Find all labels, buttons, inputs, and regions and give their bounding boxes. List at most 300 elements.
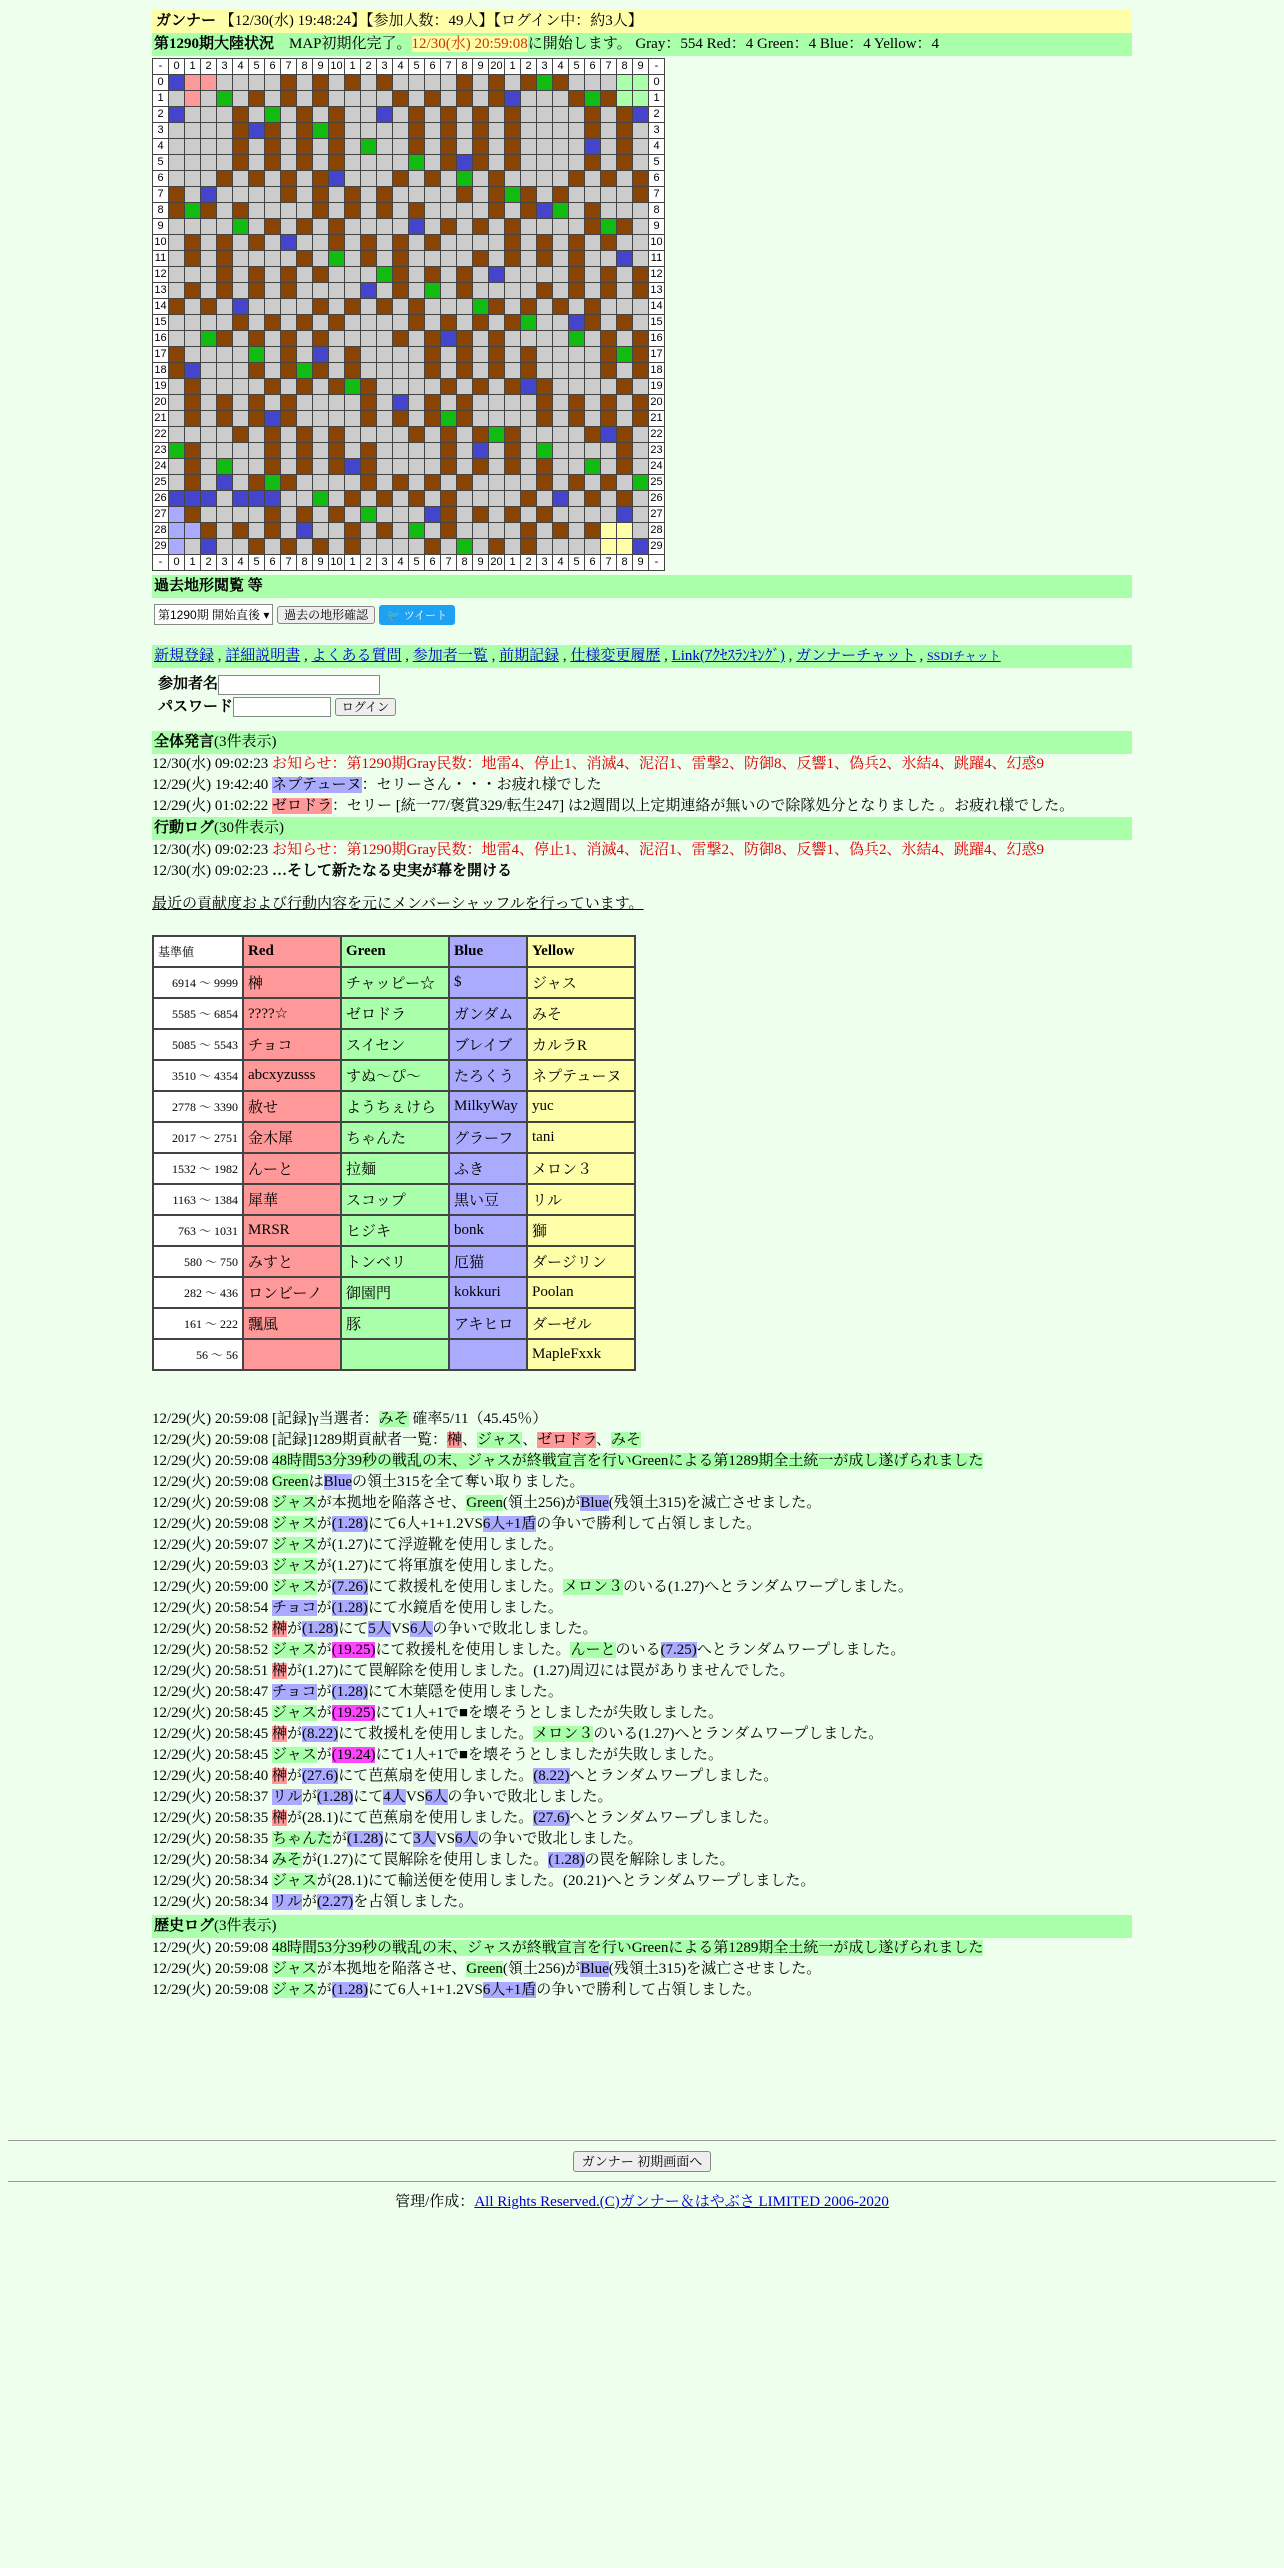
- map-cell[interactable]: [201, 395, 217, 411]
- map-cell[interactable]: [521, 123, 537, 139]
- map-cell[interactable]: [441, 139, 457, 155]
- map-cell[interactable]: [489, 91, 505, 107]
- map-cell[interactable]: [201, 267, 217, 283]
- map-cell[interactable]: [553, 507, 569, 523]
- map-cell[interactable]: [233, 507, 249, 523]
- map-cell[interactable]: [441, 107, 457, 123]
- map-cell[interactable]: [265, 139, 281, 155]
- map-cell[interactable]: [521, 539, 537, 555]
- map-cell[interactable]: [473, 235, 489, 251]
- map-cell[interactable]: [281, 171, 297, 187]
- map-cell[interactable]: [521, 203, 537, 219]
- map-cell[interactable]: [425, 75, 441, 91]
- map-cell[interactable]: [313, 203, 329, 219]
- map-cell[interactable]: [313, 235, 329, 251]
- map-cell[interactable]: [489, 523, 505, 539]
- map-cell[interactable]: [425, 187, 441, 203]
- map-cell[interactable]: [329, 539, 345, 555]
- map-cell[interactable]: [249, 251, 265, 267]
- map-cell[interactable]: [345, 331, 361, 347]
- map-cell[interactable]: [313, 171, 329, 187]
- map-cell[interactable]: [585, 491, 601, 507]
- map-cell[interactable]: [617, 139, 633, 155]
- map-cell[interactable]: [569, 347, 585, 363]
- map-cell[interactable]: [265, 219, 281, 235]
- map-cell[interactable]: [521, 219, 537, 235]
- map-cell[interactable]: [425, 379, 441, 395]
- map-cell[interactable]: [473, 427, 489, 443]
- map-cell[interactable]: [169, 107, 185, 123]
- map-cell[interactable]: [313, 507, 329, 523]
- map-cell[interactable]: [201, 187, 217, 203]
- map-cell[interactable]: [553, 299, 569, 315]
- map-cell[interactable]: [313, 315, 329, 331]
- map-cell[interactable]: [601, 347, 617, 363]
- map-cell[interactable]: [617, 283, 633, 299]
- map-cell[interactable]: [601, 411, 617, 427]
- map-cell[interactable]: [473, 491, 489, 507]
- map-cell[interactable]: [633, 251, 649, 267]
- map-cell[interactable]: [537, 411, 553, 427]
- map-cell[interactable]: [569, 395, 585, 411]
- map-cell[interactable]: [409, 155, 425, 171]
- map-cell[interactable]: [201, 299, 217, 315]
- map-cell[interactable]: [329, 251, 345, 267]
- map-cell[interactable]: [457, 507, 473, 523]
- map-cell[interactable]: [553, 171, 569, 187]
- map-cell[interactable]: [489, 315, 505, 331]
- map-cell[interactable]: [601, 395, 617, 411]
- map-cell[interactable]: [489, 491, 505, 507]
- map-cell[interactable]: [441, 251, 457, 267]
- map-cell[interactable]: [313, 539, 329, 555]
- map-cell[interactable]: [249, 235, 265, 251]
- map-cell[interactable]: [185, 347, 201, 363]
- map-cell[interactable]: [425, 235, 441, 251]
- map-cell[interactable]: [265, 443, 281, 459]
- map-cell[interactable]: [313, 475, 329, 491]
- map-cell[interactable]: [537, 123, 553, 139]
- map-cell[interactable]: [169, 427, 185, 443]
- map-cell[interactable]: [249, 523, 265, 539]
- map-cell[interactable]: [361, 523, 377, 539]
- map-cell[interactable]: [633, 507, 649, 523]
- map-cell[interactable]: [281, 427, 297, 443]
- map-cell[interactable]: [281, 395, 297, 411]
- map-cell[interactable]: [361, 91, 377, 107]
- map-cell[interactable]: [441, 123, 457, 139]
- map-cell[interactable]: [329, 155, 345, 171]
- map-cell[interactable]: [249, 139, 265, 155]
- map-cell[interactable]: [521, 523, 537, 539]
- map-cell[interactable]: [249, 203, 265, 219]
- map-cell[interactable]: [585, 171, 601, 187]
- map-cell[interactable]: [425, 427, 441, 443]
- map-cell[interactable]: [185, 443, 201, 459]
- map-cell[interactable]: [569, 155, 585, 171]
- map-cell[interactable]: [633, 491, 649, 507]
- map-cell[interactable]: [425, 283, 441, 299]
- map-cell[interactable]: [601, 139, 617, 155]
- map-cell[interactable]: [409, 75, 425, 91]
- map-cell[interactable]: [521, 411, 537, 427]
- map-cell[interactable]: [217, 219, 233, 235]
- map-cell[interactable]: [601, 491, 617, 507]
- map-cell[interactable]: [585, 347, 601, 363]
- map-cell[interactable]: [505, 155, 521, 171]
- world-map[interactable]: [152, 58, 665, 571]
- map-cell[interactable]: [521, 363, 537, 379]
- map-cell[interactable]: [601, 475, 617, 491]
- map-cell[interactable]: [537, 459, 553, 475]
- map-cell[interactable]: [345, 395, 361, 411]
- map-cell[interactable]: [473, 539, 489, 555]
- map-cell[interactable]: [345, 315, 361, 331]
- map-cell[interactable]: [377, 283, 393, 299]
- map-cell[interactable]: [633, 235, 649, 251]
- map-cell[interactable]: [185, 427, 201, 443]
- map-cell[interactable]: [361, 347, 377, 363]
- map-cell[interactable]: [281, 107, 297, 123]
- map-cell[interactable]: [297, 155, 313, 171]
- map-cell[interactable]: [473, 283, 489, 299]
- map-cell[interactable]: [233, 107, 249, 123]
- map-cell[interactable]: [281, 267, 297, 283]
- map-cell[interactable]: [297, 443, 313, 459]
- map-cell[interactable]: [633, 91, 649, 107]
- map-cell[interactable]: [553, 331, 569, 347]
- map-cell[interactable]: [617, 331, 633, 347]
- map-cell[interactable]: [249, 347, 265, 363]
- map-cell[interactable]: [217, 411, 233, 427]
- map-cell[interactable]: [505, 299, 521, 315]
- map-cell[interactable]: [425, 347, 441, 363]
- map-cell[interactable]: [601, 107, 617, 123]
- map-cell[interactable]: [313, 267, 329, 283]
- map-cell[interactable]: [345, 219, 361, 235]
- map-cell[interactable]: [457, 539, 473, 555]
- map-cell[interactable]: [169, 203, 185, 219]
- map-cell[interactable]: [441, 395, 457, 411]
- map-cell[interactable]: [249, 315, 265, 331]
- map-cell[interactable]: [457, 123, 473, 139]
- map-cell[interactable]: [217, 235, 233, 251]
- map-cell[interactable]: [297, 315, 313, 331]
- map-cell[interactable]: [409, 443, 425, 459]
- map-cell[interactable]: [489, 507, 505, 523]
- map-cell[interactable]: [601, 427, 617, 443]
- map-cell[interactable]: [345, 283, 361, 299]
- map-cell[interactable]: [377, 139, 393, 155]
- map-cell[interactable]: [249, 491, 265, 507]
- map-cell[interactable]: [217, 155, 233, 171]
- map-cell[interactable]: [457, 331, 473, 347]
- map-cell[interactable]: [441, 523, 457, 539]
- map-cell[interactable]: [201, 539, 217, 555]
- map-cell[interactable]: [521, 507, 537, 523]
- map-cell[interactable]: [377, 75, 393, 91]
- map-cell[interactable]: [265, 363, 281, 379]
- map-cell[interactable]: [409, 539, 425, 555]
- map-cell[interactable]: [633, 155, 649, 171]
- map-cell[interactable]: [265, 459, 281, 475]
- map-cell[interactable]: [617, 347, 633, 363]
- map-cell[interactable]: [505, 331, 521, 347]
- map-cell[interactable]: [345, 203, 361, 219]
- map-cell[interactable]: [169, 251, 185, 267]
- map-cell[interactable]: [537, 379, 553, 395]
- map-cell[interactable]: [297, 379, 313, 395]
- map-cell[interactable]: [537, 283, 553, 299]
- map-cell[interactable]: [345, 475, 361, 491]
- map-cell[interactable]: [393, 155, 409, 171]
- map-cell[interactable]: [441, 299, 457, 315]
- map-cell[interactable]: [185, 91, 201, 107]
- map-cell[interactable]: [457, 315, 473, 331]
- map-cell[interactable]: [553, 475, 569, 491]
- map-cell[interactable]: [601, 523, 617, 539]
- map-cell[interactable]: [233, 171, 249, 187]
- map-cell[interactable]: [409, 283, 425, 299]
- map-cell[interactable]: [377, 171, 393, 187]
- map-cell[interactable]: [265, 267, 281, 283]
- map-cell[interactable]: [297, 411, 313, 427]
- map-cell[interactable]: [345, 299, 361, 315]
- map-cell[interactable]: [425, 155, 441, 171]
- map-cell[interactable]: [313, 299, 329, 315]
- map-cell[interactable]: [393, 107, 409, 123]
- map-cell[interactable]: [201, 491, 217, 507]
- map-cell[interactable]: [361, 283, 377, 299]
- map-cell[interactable]: [297, 299, 313, 315]
- tweet-button[interactable]: [379, 605, 455, 625]
- password-input[interactable]: [233, 697, 331, 717]
- map-cell[interactable]: [633, 299, 649, 315]
- map-cell[interactable]: [537, 107, 553, 123]
- map-cell[interactable]: [505, 187, 521, 203]
- map-cell[interactable]: [585, 411, 601, 427]
- map-cell[interactable]: [345, 523, 361, 539]
- map-cell[interactable]: [441, 411, 457, 427]
- map-cell[interactable]: [329, 235, 345, 251]
- map-cell[interactable]: [361, 539, 377, 555]
- map-cell[interactable]: [233, 155, 249, 171]
- map-cell[interactable]: [169, 347, 185, 363]
- map-cell[interactable]: [233, 91, 249, 107]
- map-cell[interactable]: [233, 283, 249, 299]
- map-cell[interactable]: [617, 203, 633, 219]
- map-cell[interactable]: [169, 539, 185, 555]
- map-cell[interactable]: [585, 459, 601, 475]
- map-cell[interactable]: [377, 443, 393, 459]
- map-cell[interactable]: [521, 91, 537, 107]
- map-cell[interactable]: [185, 155, 201, 171]
- map-cell[interactable]: [425, 459, 441, 475]
- map-cell[interactable]: [473, 395, 489, 411]
- map-cell[interactable]: [217, 523, 233, 539]
- map-cell[interactable]: [201, 523, 217, 539]
- map-cell[interactable]: [201, 331, 217, 347]
- map-cell[interactable]: [441, 187, 457, 203]
- map-cell[interactable]: [169, 331, 185, 347]
- map-cell[interactable]: [185, 491, 201, 507]
- map-cell[interactable]: [505, 491, 521, 507]
- map-cell[interactable]: [553, 491, 569, 507]
- map-cell[interactable]: [201, 427, 217, 443]
- map-cell[interactable]: [473, 347, 489, 363]
- map-cell[interactable]: [489, 443, 505, 459]
- map-cell[interactable]: [185, 219, 201, 235]
- map-cell[interactable]: [489, 171, 505, 187]
- map-cell[interactable]: [489, 427, 505, 443]
- nav-link[interactable]: Link(ｱｸｾｽﾗﾝｷﾝｸﾞ): [671, 648, 785, 664]
- map-cell[interactable]: [425, 251, 441, 267]
- map-cell[interactable]: [361, 395, 377, 411]
- map-cell[interactable]: [569, 107, 585, 123]
- map-cell[interactable]: [489, 219, 505, 235]
- map-cell[interactable]: [377, 107, 393, 123]
- map-cell[interactable]: [297, 491, 313, 507]
- map-cell[interactable]: [425, 267, 441, 283]
- map-cell[interactable]: [361, 443, 377, 459]
- map-cell[interactable]: [473, 443, 489, 459]
- map-cell[interactable]: [441, 203, 457, 219]
- map-cell[interactable]: [489, 107, 505, 123]
- map-cell[interactable]: [457, 395, 473, 411]
- map-cell[interactable]: [425, 491, 441, 507]
- map-cell[interactable]: [617, 507, 633, 523]
- map-cell[interactable]: [441, 267, 457, 283]
- map-cell[interactable]: [297, 283, 313, 299]
- map-cell[interactable]: [265, 347, 281, 363]
- map-cell[interactable]: [313, 411, 329, 427]
- map-cell[interactable]: [313, 443, 329, 459]
- map-cell[interactable]: [601, 459, 617, 475]
- map-cell[interactable]: [601, 539, 617, 555]
- map-cell[interactable]: [617, 107, 633, 123]
- map-cell[interactable]: [617, 475, 633, 491]
- map-cell[interactable]: [185, 107, 201, 123]
- map-cell[interactable]: [569, 443, 585, 459]
- map-cell[interactable]: [521, 459, 537, 475]
- map-cell[interactable]: [361, 491, 377, 507]
- map-cell[interactable]: [489, 75, 505, 91]
- map-cell[interactable]: [297, 539, 313, 555]
- map-cell[interactable]: [617, 395, 633, 411]
- nav-link[interactable]: 新規登録: [154, 648, 215, 664]
- map-cell[interactable]: [569, 123, 585, 139]
- map-cell[interactable]: [633, 459, 649, 475]
- map-cell[interactable]: [505, 107, 521, 123]
- map-cell[interactable]: [393, 491, 409, 507]
- map-cell[interactable]: [217, 507, 233, 523]
- map-cell[interactable]: [185, 267, 201, 283]
- map-cell[interactable]: [553, 75, 569, 91]
- map-cell[interactable]: [633, 75, 649, 91]
- map-cell[interactable]: [169, 123, 185, 139]
- map-cell[interactable]: [505, 379, 521, 395]
- map-cell[interactable]: [265, 283, 281, 299]
- map-cell[interactable]: [233, 411, 249, 427]
- map-cell[interactable]: [537, 171, 553, 187]
- map-cell[interactable]: [601, 443, 617, 459]
- map-cell[interactable]: [361, 299, 377, 315]
- map-cell[interactable]: [457, 443, 473, 459]
- map-cell[interactable]: [633, 379, 649, 395]
- map-cell[interactable]: [345, 123, 361, 139]
- map-cell[interactable]: [329, 331, 345, 347]
- past-terrain-button[interactable]: 過去の地形確認: [277, 606, 375, 624]
- map-cell[interactable]: [393, 91, 409, 107]
- map-cell[interactable]: [425, 123, 441, 139]
- map-cell[interactable]: [505, 347, 521, 363]
- map-cell[interactable]: [569, 331, 585, 347]
- map-cell[interactable]: [201, 75, 217, 91]
- map-cell[interactable]: [281, 347, 297, 363]
- map-cell[interactable]: [601, 283, 617, 299]
- map-cell[interactable]: [537, 427, 553, 443]
- map-cell[interactable]: [617, 91, 633, 107]
- map-cell[interactable]: [409, 123, 425, 139]
- map-cell[interactable]: [217, 283, 233, 299]
- map-cell[interactable]: [521, 331, 537, 347]
- map-cell[interactable]: [617, 459, 633, 475]
- map-cell[interactable]: [265, 299, 281, 315]
- map-cell[interactable]: [569, 171, 585, 187]
- map-cell[interactable]: [473, 507, 489, 523]
- map-cell[interactable]: [329, 187, 345, 203]
- map-cell[interactable]: [441, 427, 457, 443]
- map-cell[interactable]: [441, 443, 457, 459]
- map-cell[interactable]: [393, 219, 409, 235]
- nav-link[interactable]: 参加者一覧: [412, 648, 488, 664]
- map-cell[interactable]: [185, 299, 201, 315]
- map-cell[interactable]: [201, 475, 217, 491]
- map-cell[interactable]: [329, 267, 345, 283]
- map-cell[interactable]: [217, 491, 233, 507]
- map-cell[interactable]: [553, 187, 569, 203]
- map-cell[interactable]: [313, 523, 329, 539]
- map-cell[interactable]: [537, 91, 553, 107]
- map-cell[interactable]: [393, 507, 409, 523]
- map-cell[interactable]: [377, 379, 393, 395]
- map-cell[interactable]: [185, 475, 201, 491]
- map-cell[interactable]: [217, 331, 233, 347]
- map-cell[interactable]: [505, 235, 521, 251]
- map-cell[interactable]: [473, 91, 489, 107]
- map-cell[interactable]: [633, 283, 649, 299]
- map-cell[interactable]: [393, 139, 409, 155]
- map-cell[interactable]: [377, 539, 393, 555]
- map-cell[interactable]: [505, 459, 521, 475]
- map-cell[interactable]: [169, 507, 185, 523]
- map-cell[interactable]: [553, 523, 569, 539]
- map-cell[interactable]: [233, 235, 249, 251]
- map-cell[interactable]: [265, 507, 281, 523]
- map-cell[interactable]: [521, 443, 537, 459]
- map-cell[interactable]: [489, 283, 505, 299]
- map-cell[interactable]: [425, 331, 441, 347]
- map-cell[interactable]: [633, 107, 649, 123]
- map-cell[interactable]: [281, 203, 297, 219]
- map-cell[interactable]: [489, 251, 505, 267]
- map-cell[interactable]: [393, 443, 409, 459]
- map-cell[interactable]: [489, 299, 505, 315]
- map-cell[interactable]: [345, 107, 361, 123]
- map-cell[interactable]: [409, 235, 425, 251]
- map-cell[interactable]: [617, 379, 633, 395]
- map-cell[interactable]: [329, 219, 345, 235]
